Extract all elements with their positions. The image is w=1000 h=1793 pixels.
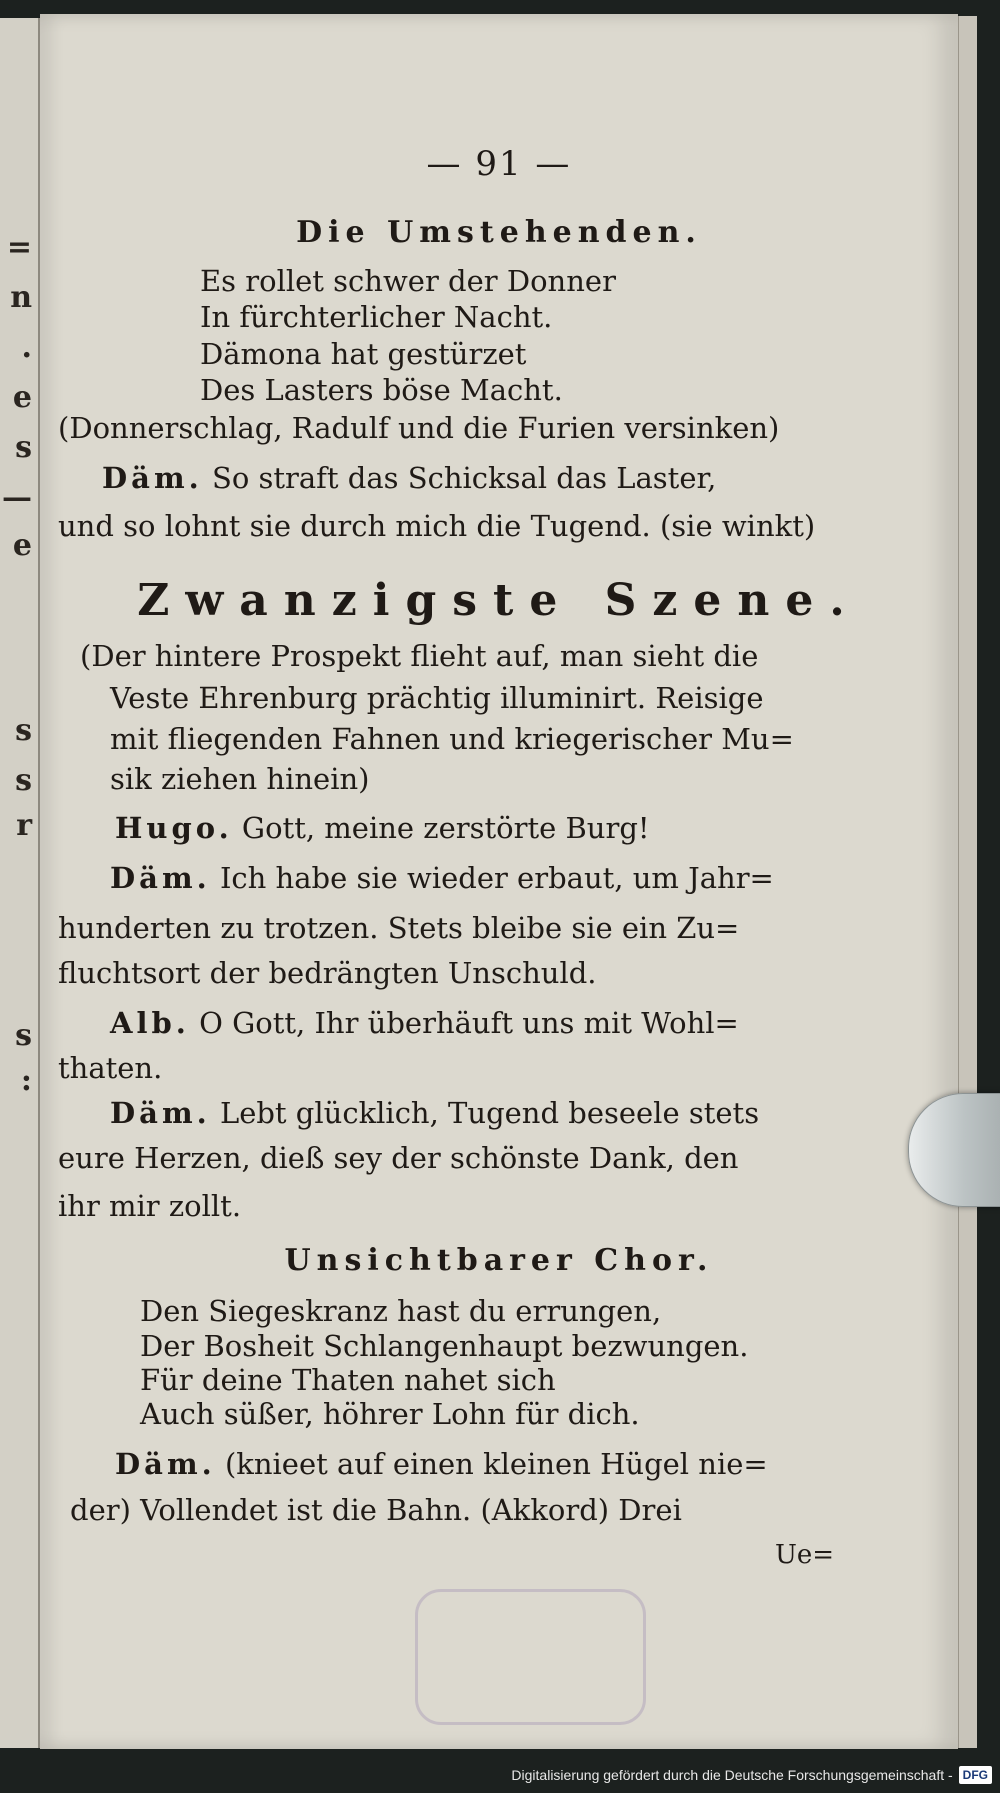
verse-line: Für deine Thaten nahet sich [140, 1363, 556, 1397]
speech-text: Lebt glücklich, Tugend beseele stets [219, 1096, 760, 1130]
dfg-logo: DFG [959, 1766, 992, 1784]
left-page-fragment: s [15, 763, 32, 798]
speaker-name: Däm. [115, 1447, 216, 1481]
left-page-edge [0, 18, 40, 1748]
verse-line: Dämona hat gestürzet [200, 337, 527, 371]
speaker-name: Alb. [110, 1006, 190, 1040]
left-page-fragment: s [15, 430, 32, 465]
verse-line: Es rollet schwer der Donner [200, 264, 616, 298]
text-line: der) Vollendet ist die Bahn. (Akkord) Drei [70, 1493, 682, 1527]
footer-text: Digitalisierung gefördert durch die Deutsche Forschungsgemeinschaft - [511, 1767, 953, 1783]
speech-line [110, 1006, 739, 1040]
text-line: und so lohnt sie durch mich die Tugend. (sie winkt) [58, 509, 816, 543]
text-line: ihr mir zollt. [58, 1189, 242, 1223]
book-page [40, 14, 958, 1749]
speaker-heading: Die Umstehenden. [296, 215, 702, 250]
catchword: Ue= [775, 1540, 835, 1570]
speech-text: Gott, meine zerstörte Burg! [241, 811, 650, 845]
speaker-name: Däm. [110, 1096, 211, 1130]
stage-direction: Veste Ehrenburg prächtig illuminirt. Reisige [110, 681, 764, 715]
text-line: fluchtsort der bedrängten Unschuld. [58, 956, 597, 990]
text-line: eure Herzen, dieß sey der schönste Dank, den [58, 1141, 739, 1175]
left-page-fragment: e [12, 380, 32, 415]
speech-text: So straft das Schicksal das Laster, [211, 461, 717, 495]
speaker-heading: Unsichtbarer Chor. [284, 1243, 714, 1278]
left-page-fragment: r [16, 808, 32, 843]
stage-direction: sik ziehen hinein) [110, 762, 370, 796]
left-page-fragment: . [21, 330, 32, 365]
text-line: hunderten zu trotzen. Stets bleibe sie ein Zu= [58, 911, 740, 945]
verse-line: Der Bosheit Schlangenhaupt bezwungen. [140, 1329, 749, 1363]
speaker-name: Däm. [110, 861, 211, 895]
speech-line [110, 1096, 760, 1130]
speech-line [102, 461, 717, 495]
speech-line [115, 1447, 768, 1481]
speech-line [110, 861, 774, 895]
verse-line: In fürchterlicher Nacht. [200, 300, 553, 334]
speaker-name: Däm. [102, 461, 203, 495]
digitization-footer [511, 1761, 992, 1789]
speech-text: (knieet auf einen kleinen Hügel nie= [224, 1447, 768, 1481]
speaker-name: Hugo. [115, 811, 233, 845]
speech-text: Ich habe sie wieder erbaut, um Jahr= [219, 861, 774, 895]
verse-line: Des Lasters böse Macht. [200, 373, 563, 407]
verse-line: Den Siegeskranz hast du errungen, [140, 1294, 662, 1328]
page-number: — 91 — [426, 144, 572, 184]
left-page-fragment: s [15, 713, 32, 748]
left-page-fragment: s [15, 1018, 32, 1053]
left-page-fragment: n [10, 280, 32, 315]
stage-direction: mit fliegenden Fahnen und kriegerischer Mu= [110, 722, 794, 756]
speech-text: O Gott, Ihr überhäuft uns mit Wohl= [199, 1006, 739, 1040]
verse-line: Auch süßer, höhrer Lohn für dich. [140, 1397, 640, 1431]
left-page-fragment: = [6, 230, 32, 265]
left-page-fragment: — [2, 480, 32, 515]
text-line: thaten. [58, 1051, 163, 1085]
page-edge [958, 16, 977, 1748]
left-page-fragment: : [20, 1063, 32, 1098]
library-stamp [415, 1589, 646, 1725]
stage-direction: (Donnerschlag, Radulf und die Furien versinken) [58, 411, 780, 445]
speech-line [115, 811, 650, 845]
scene-heading: Zwanzigste Szene. [137, 575, 861, 626]
stage-direction: (Der hintere Prospekt flieht auf, man sieht die [80, 639, 759, 673]
left-page-fragment: e [12, 528, 32, 563]
